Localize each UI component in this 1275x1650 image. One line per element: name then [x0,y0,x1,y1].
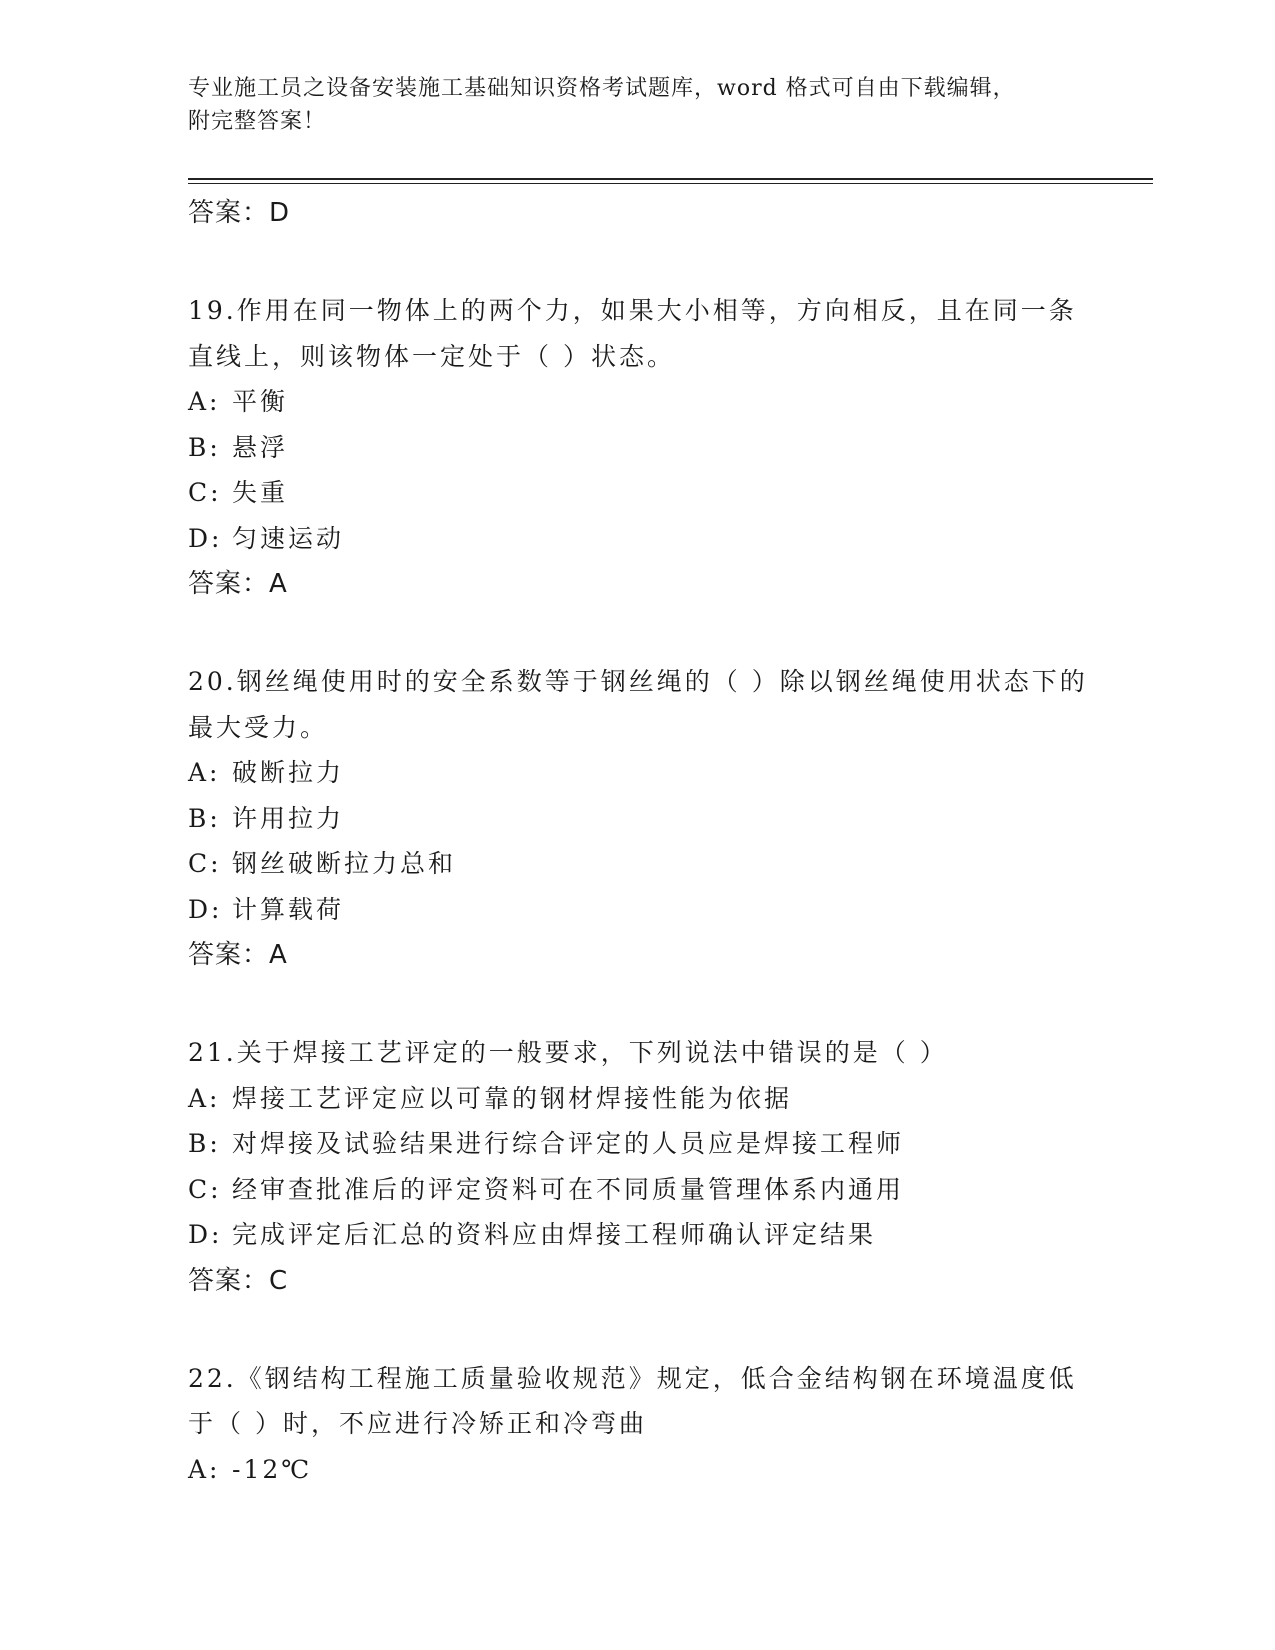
header-line-2: 附完整答案！ [188,109,327,134]
document-header [188,72,1088,138]
question-19-text: 19.作用在同一物体上的两个力，如果大小相等，方向相反，且在同一条直线上，则该物体一定处于（ ）状态。 [188,296,1077,371]
header-divider-thick [188,178,1153,180]
question-22 [188,1356,1088,1493]
question-20-option-b: B: 许用拉力 [188,803,345,833]
question-20-option-c: C: 钢丝破断拉力总和 [188,849,457,878]
question-22-option-a: A: -12℃ [188,1454,313,1484]
question-19-option-b: B: 悬浮 [188,432,289,462]
question-21-option-b: B: 对焊接及试验结果进行综合评定的人员应是焊接工程师 [188,1129,905,1158]
header-line-1: 专业施工员之设备安装施工基础知识资格考试题库，word 格式可自由下载编辑， [188,76,1016,101]
question-21 [188,1030,1088,1304]
question-19-option-a: A: 平衡 [188,387,289,416]
question-21-answer: 答案：C [188,1265,289,1296]
question-20-option-d: D: 计算载荷 [188,894,345,924]
question-19-option-d: D: 匀速运动 [188,523,345,553]
question-list [188,190,1088,1492]
question-22-text: 22.《钢结构工程施工质量验收规范》规定，低合金结构钢在环境温度低于（ ）时，不应进行冷矫正和冷弯曲 [188,1363,1077,1438]
question-20-text: 20.钢丝绳使用时的安全系数等于钢丝绳的（ ）除以钢丝绳使用状态下的最大受力。 [188,667,1088,742]
question-19 [188,288,1088,607]
question-19-answer: 答案：A [188,569,288,599]
question-20-answer: 答案：A [188,940,288,970]
question-21-text: 21.关于焊接工艺评定的一般要求，下列说法中错误的是（ ） [188,1038,948,1067]
header-divider-thin [188,183,1153,184]
question-20-option-a: A: 破断拉力 [188,758,345,787]
question-20 [188,659,1088,978]
question-19-option-c: C: 失重 [188,478,289,507]
answer-18: 答案：D [188,198,291,228]
question-21-option-c: C: 经审查批准后的评定资料可在不同质量管理体系内通用 [188,1174,905,1204]
question-21-option-a: A: 焊接工艺评定应以可靠的钢材焊接性能为依据 [188,1083,793,1113]
question-21-option-d: D: 完成评定后汇总的资料应由焊接工程师确认评定结果 [188,1220,877,1249]
